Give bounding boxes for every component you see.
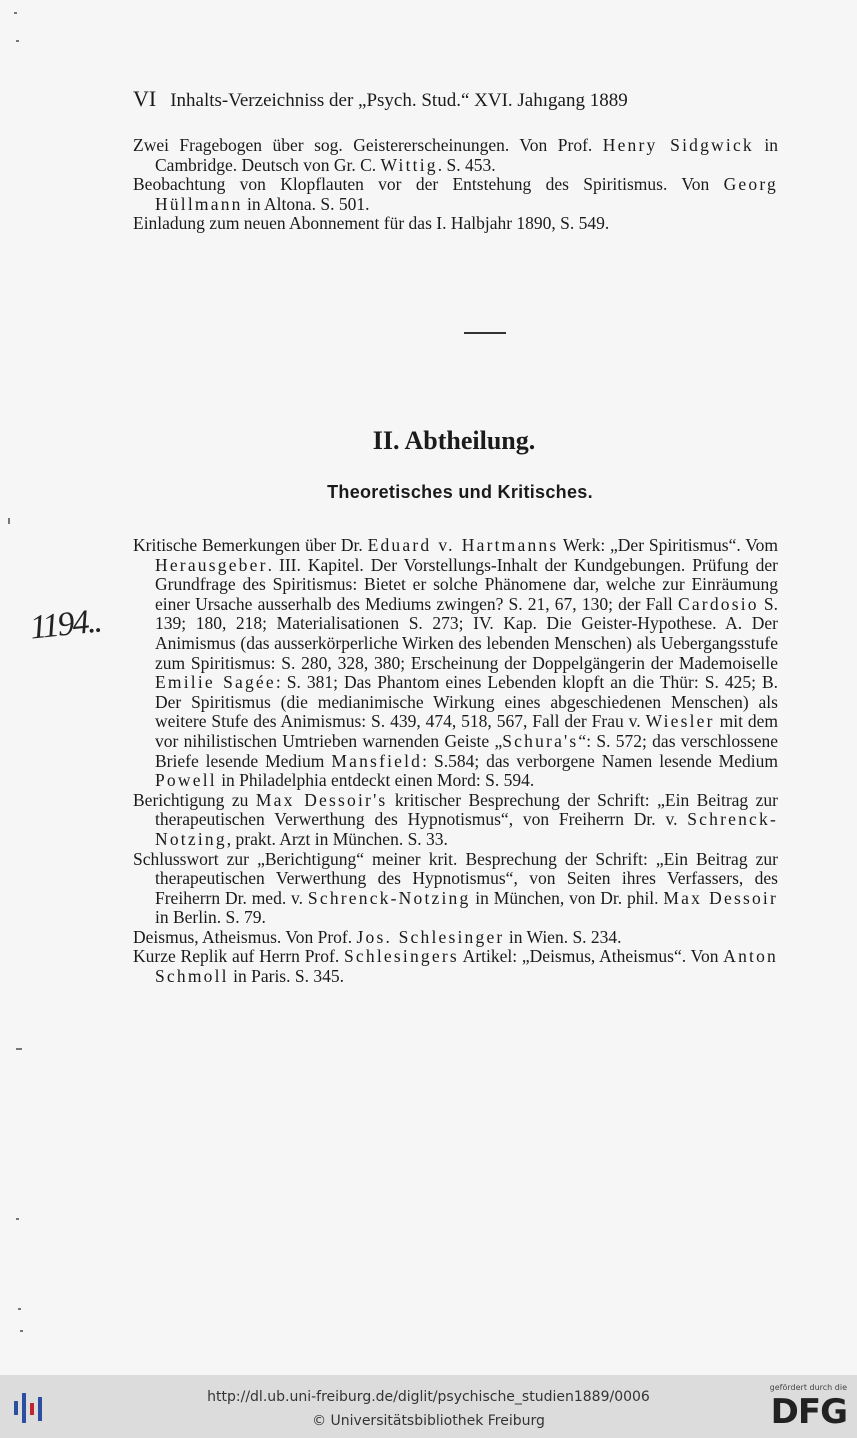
toc-entry [133, 928, 778, 948]
entry-text: . S. 453. [437, 154, 496, 175]
entry-text: in Cambridge. Deutsch von Gr. C. [155, 135, 778, 175]
entry-text: . III. Kapitel. Der Vorstellungs-Inhalt der Kundgebungen. Prüfung der Grundfrage des Spiritismus: Bietet er solche Phänomene dar, welche zur Einräumung einer Ursache ausserhalb des Mediums zwingen? S. 21, 67, 130; der Fall [155, 554, 778, 614]
author-name: Georg Hüllmann [155, 174, 778, 214]
scan-speck [14, 12, 17, 14]
entry-text: S. 139; 180, 218; Materialisationen S. 273; IV. Kap. Die Geister-Hypothese. A. Der Animismus (das ausserkörperliche Wirken des lebenden Menschen) als Uebergangsstufe zum Spiritismus: S. 280, 328, 380; Erscheinung der Doppelgängerin der Mademoiselle [155, 593, 779, 673]
entry-text: Kurze Replik auf Herrn Prof. [133, 946, 344, 967]
separator-dash [464, 332, 506, 334]
header-title: Inhalts-Verzeichniss der „Psych. Stud.“ XVI. Jahıgang 1889 [170, 90, 628, 111]
author-name: Wiesler [645, 711, 715, 732]
toc-entry [133, 136, 778, 175]
toc-entry [133, 536, 778, 791]
entry-text: Beobachtung von Klopflauten vor der Entstehung des Spiritismus. Von [133, 174, 724, 195]
author-name: Max Dessoir's [255, 789, 388, 810]
entry-text: “: S. 572; das verschlossene Briefe lesende Medium [155, 730, 778, 771]
entry-text: in Philadelphia entdeckt einen Mord: S. 594. [216, 770, 535, 791]
entry-text: Einladung zum neuen Abonnement für das I. Halbjahr 1890, S. 549. [133, 213, 610, 234]
entry-text: in Berlin. S. 79. [155, 907, 266, 928]
author-name: Henry Sidgwick [602, 135, 754, 155]
toc-entry [133, 214, 778, 234]
scan-speck [16, 1048, 22, 1050]
author-name: Schrenck-Notzing [155, 809, 778, 849]
scan-speck [16, 1218, 19, 1220]
entry-text: kritischer Besprechung der Schrift: „Ein Beitrag zur therapeutischen Verwerthung des Hypnotismus“, von Freiherrn Dr. v. [155, 789, 779, 830]
entry-text: Zwei Fragebogen über sog. Geistererscheinungen. Von Prof. [133, 135, 603, 155]
entry-text: : S.584; das verborgene Namen lesende Medium [422, 750, 778, 771]
author-name: Cardosio [677, 593, 759, 614]
funding-note: gefördert durch die [769, 1383, 847, 1392]
running-header [133, 86, 753, 112]
toc-section-block [133, 536, 778, 987]
author-name: Emilie Sagée [155, 672, 276, 693]
dfg-logo: DFG [770, 1392, 847, 1432]
toc-entry [133, 175, 778, 214]
toc-top-block [133, 136, 778, 234]
section-subtitle: Theoretisches und Kritisches. [327, 482, 593, 502]
entry-text: in Wien. S. 234. [504, 926, 622, 947]
scan-speck [8, 518, 10, 524]
scan-speck [20, 1330, 23, 1332]
entry-text: Werk: „Der Spiritismus“. Vom [558, 535, 778, 555]
entry-text: Schlusswort zur „Berichtigung“ meiner krit. Besprechung der Schrift: „Ein Beitrag zur therapeutischen Verwerthung des Hypnotismus“, von Seiten ihres Verfassers, des Freiherrn Dr. med. v. [133, 848, 778, 908]
toc-entry [133, 947, 778, 986]
scan-speck [16, 40, 19, 42]
author-name: Schura's [502, 730, 579, 751]
entry-text: in Altona. S. 501. [242, 193, 370, 214]
entry-text: : S. 381; Das Phantom eines Lebenden klopft an die Thür: S. 425; B. Der Spiritismus (die medianimische Wirkung eines abgeschiedenen Menschen) als weitere Stufe des Animismus: S. 439, 474, 518, 567, Fall der Frau v. [155, 672, 779, 732]
scan-speck [18, 1308, 21, 1310]
author-name: Jos. Schlesinger [356, 926, 505, 947]
page-number-roman: VI [133, 86, 157, 111]
entry-text: Artikel: „Deismus, Atheismus“. Von [458, 946, 724, 967]
entry-text: Kritische Bemerkungen über Dr. [133, 535, 368, 555]
author-name: Powell [155, 770, 217, 791]
entry-text: Deismus, Atheismus. Von Prof. [133, 926, 357, 947]
entry-text: Berichtigung zu [133, 789, 256, 810]
author-name: Schlesingers [344, 946, 459, 967]
toc-entry [133, 791, 778, 850]
entry-text: , prakt. Arzt in München. S. 33. [226, 828, 448, 849]
toc-entry [133, 850, 778, 928]
entry-text: mit dem vor nihilistischen Umtrieben warnenden Geiste „ [155, 711, 778, 751]
author-name: Eduard v. Hartmanns [367, 535, 559, 555]
author-name: Anton Schmoll [155, 946, 778, 987]
author-name: Schrenck-Notzing [307, 887, 471, 908]
copyright-notice: © Universitätsbibliothek Freiburg [312, 1413, 545, 1429]
author-name: Mansfield [331, 750, 423, 771]
section-title: II. Abtheilung. [372, 426, 536, 455]
author-name: Wittig [380, 154, 438, 175]
library-footer [0, 1375, 857, 1438]
handwritten-margin-note: 1194.. [28, 602, 103, 647]
author-name: Herausgeber [155, 554, 268, 575]
entry-text: in München, von Dr. phil. [470, 887, 664, 908]
source-url-link[interactable]: http://dl.ub.uni-freiburg.de/diglit/psychische_studien1889/0006 [207, 1389, 650, 1405]
entry-text: in Paris. S. 345. [228, 966, 344, 987]
author-name: Max Dessoir [663, 887, 779, 908]
